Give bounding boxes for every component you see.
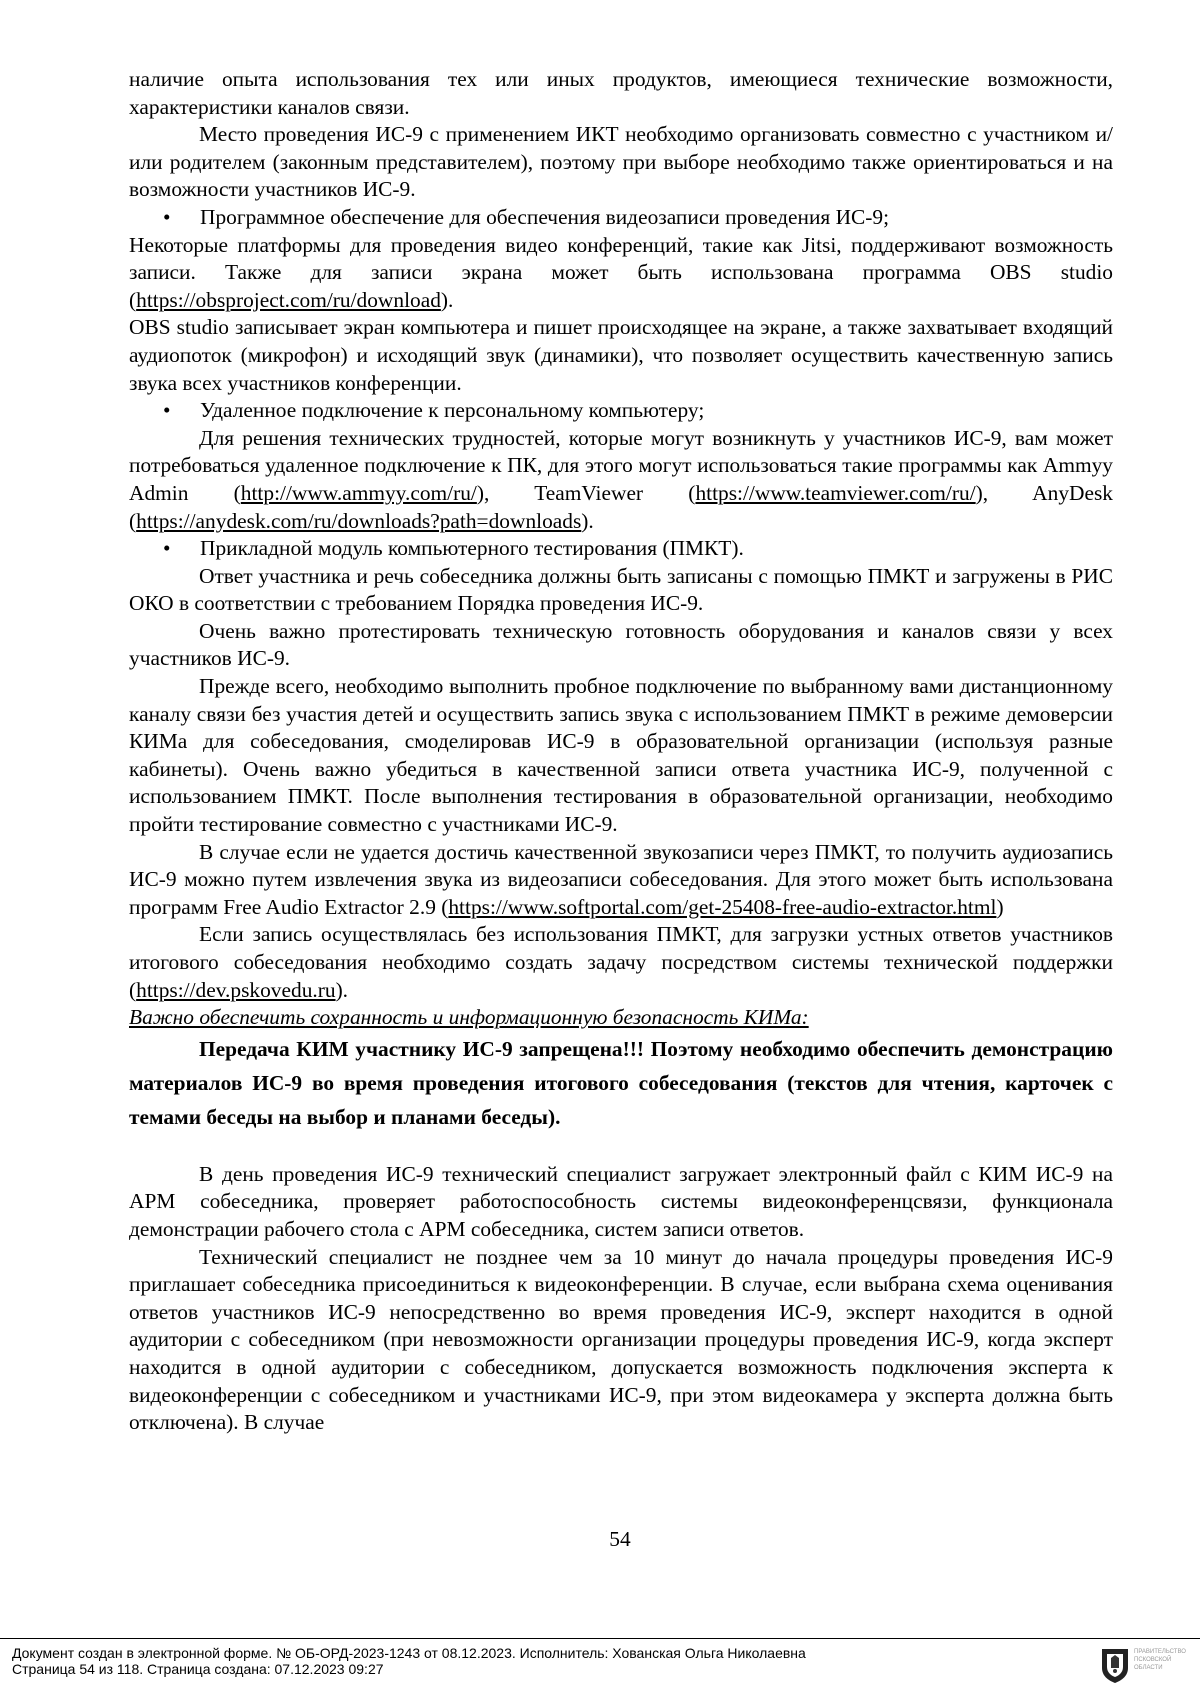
org-line: ПРАВИТЕЛЬСТВО — [1134, 1649, 1186, 1655]
ammyy-link[interactable]: http://www.ammyy.com/ru/ — [240, 480, 477, 505]
paragraph — [129, 839, 1113, 922]
bullet-text: Программное обеспечение для обеспечения видеозаписи проведения ИС-9; — [200, 204, 890, 229]
bullet-icon: • — [163, 398, 171, 423]
paragraph-text: ), TeamViewer ( — [476, 480, 696, 505]
coat-of-arms-icon — [1098, 1646, 1132, 1684]
footer-line-2: Страница 54 из 118. Страница создана: 07.12.2023 09:27 — [12, 1661, 384, 1677]
footer-line-1: Документ создан в электронной форме. № ОБ-ОРД-2023-1243 от 08.12.2023. Исполнитель: Хованская Ольга Николаевна — [12, 1645, 806, 1661]
softportal-link[interactable]: https://www.softportal.com/get-25408-free-audio-extractor.html — [448, 894, 997, 919]
bullet-icon: • — [163, 536, 171, 561]
pskovedu-link[interactable]: https://dev.pskovedu.ru — [136, 977, 336, 1002]
footer — [12, 1645, 806, 1677]
paragraph: OBS studio записывает экран компьютера и пишет происходящее на экране, а также захватывает входящий аудиопоток (микрофон) и исходящий звук (динамики), что позволяет осуществить качественную запись звука всех участников конференции. — [129, 315, 1113, 395]
bullet-text: Прикладной модуль компьютерного тестирования (ПМКТ). — [200, 536, 744, 561]
paragraph — [129, 232, 1113, 315]
bold-warning: Передача КИМ участнику ИС-9 запрещена!!! Поэтому необходимо обеспечить демонстрацию материалов ИС-9 во время проведения итогового собеседования (текстов для чтения, карточек с темами беседы на выбор и планами беседы). — [129, 1036, 1113, 1129]
paragraph-text: ). — [440, 287, 454, 312]
page-number: 54 — [609, 1527, 631, 1551]
obs-link[interactable]: https://obsproject.com/ru/download — [136, 287, 441, 312]
paragraph-text: ), AnyDesk ( — [129, 480, 1113, 533]
paragraph-text: Для решения технических трудностей, которые могут возникнуть у участников ИС-9, вам может потребоваться удаленное подключение к ПК, для этого могут использоваться такие программы как Ammyy Admin ( — [129, 425, 1113, 505]
paragraph: Технический специалист не позднее чем за 10 минут до начала процедуры проведения ИС-9 приглашает собеседника присоединиться к видеоконференции. В случае, если выбрана схема оценивания ответов участников ИС-9 непосредственно во время проведения ИС-9, эксперт находится в одной аудитории с собеседником (при невозможности организации процедуры проведения ИС-9, когда эксперт находится в одной аудитории с собеседником, допускается возможность подключения эксперта к видеоконференции с собеседником и участниками ИС-9, при этом видеокамера у эксперта должна быть отключена). В случае — [129, 1244, 1113, 1435]
paragraph-text: Некоторые платформы для проведения видео конференций, такие как Jitsi, поддерживают возможность записи. Также для записи экрана может быть использована программа OBS studio ( — [129, 232, 1113, 312]
org-line: ОБЛАСТИ — [1134, 1665, 1163, 1671]
paragraph: Очень важно протестировать техническую готовность оборудования и каналов связи у всех участников ИС-9. — [129, 618, 1113, 671]
bullet-text: Удаленное подключение к персональному компьютеру; — [200, 398, 705, 423]
paragraph-text: ). — [581, 508, 594, 533]
bullet-item — [129, 204, 1113, 232]
spacer — [129, 1134, 1113, 1161]
footer-divider — [0, 1638, 1200, 1639]
document-body — [129, 66, 1113, 1437]
bullet-icon: • — [163, 204, 171, 229]
bullet-item — [129, 535, 1113, 563]
paragraph — [129, 921, 1113, 1004]
footer-org — [1134, 1648, 1186, 1672]
paragraph-text: Если запись осуществлялась без использования ПМКТ, для загрузки устных ответов участников итогового собеседования необходимо создать задачу посредством системы технической поддержки ( — [129, 922, 1113, 1002]
paragraph-text: В случае если не удается достичь качественной звукозаписи через ПМКТ, то получить аудиозапись ИС-9 можно путем извлечения звука из видеозаписи собеседования. Для этого может быть использована программ Free Audio Extractor 2.9 ( — [129, 839, 1113, 919]
org-line: ПСКОВСКОЙ — [1134, 1657, 1172, 1663]
paragraph: Место проведения ИС-9 с применением ИКТ необходимо организовать совместно с участником и/или родителем (законным представителем), поэтому при выборе необходимо также ориентироваться и на возможности участников ИС-9. — [129, 122, 1113, 202]
italic-heading: Важно обеспечить сохранность и информационную безопасность КИМа: — [129, 1005, 809, 1030]
paragraph: Прежде всего, необходимо выполнить пробное подключение по выбранному вами дистанционному каналу связи без участия детей и осуществить запись звука с использованием ПМКТ в режиме демоверсии КИМа для собеседования, смоделировав ИС-9 в образовательной организации (используя разные кабинеты). Очень важно убедиться в качественной записи ответа участника ИС-9, полученной с использованием ПМКТ. После выполнения тестирования в образовательной организации, необходимо пройти тестирование совместно с участниками ИС-9. — [129, 674, 1113, 837]
paragraph: В день проведения ИС-9 технический специалист загружает электронный файл с КИМ ИС-9 на АРМ собеседника, проверяет работоспособность системы видеоконференцсвязи, функционала демонстрации рабочего стола с АРМ собеседника, систем записи ответов. — [129, 1161, 1113, 1241]
anydesk-link[interactable]: https://anydesk.com/ru/downloads?path=downloads — [136, 508, 582, 533]
paragraph — [129, 425, 1113, 535]
bullet-item — [129, 397, 1113, 425]
teamviewer-link[interactable]: https://www.teamviewer.com/ru/ — [695, 480, 976, 505]
paragraph: наличие опыта использования тех или иных продуктов, имеющиеся технические возможности, характеристики каналов связи. — [129, 67, 1113, 119]
paragraph-text: ). — [335, 977, 349, 1002]
paragraph-text: ) — [996, 894, 1004, 919]
paragraph: Ответ участника и речь собеседника должны быть записаны с помощью ПМКТ и загружены в РИС ОКО в соответствии с требованием Порядка проведения ИС-9. — [129, 563, 1113, 616]
